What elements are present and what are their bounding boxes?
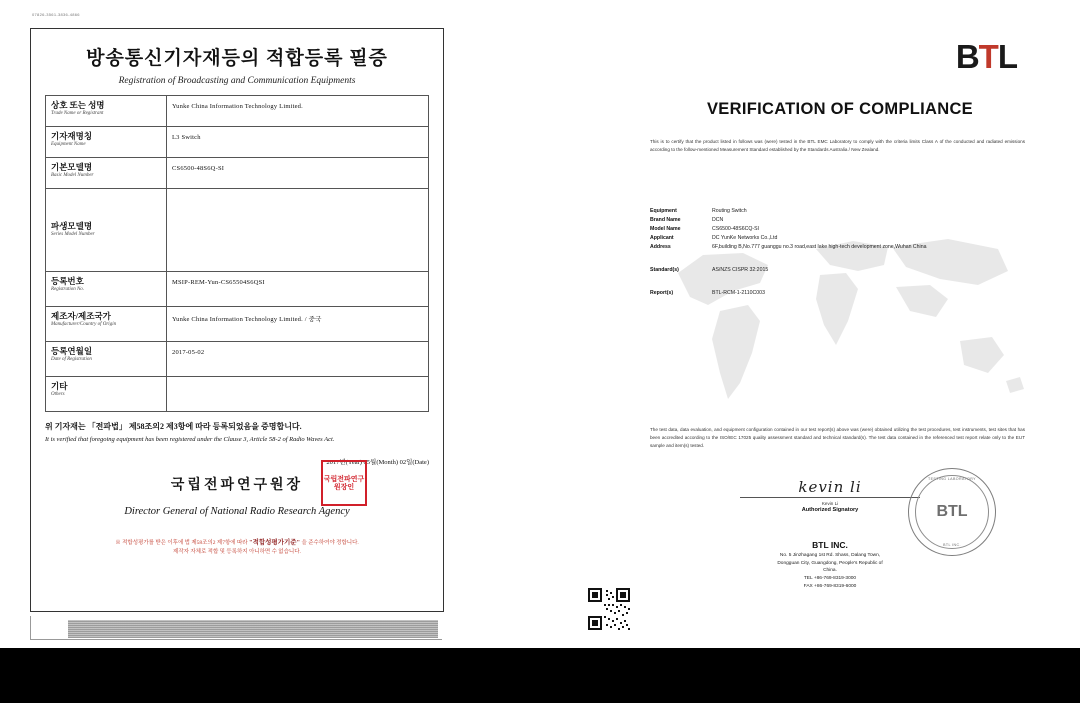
row-value-cell	[167, 189, 429, 272]
certificate-footnote	[67, 537, 407, 558]
value-text: L3 Switch	[172, 134, 201, 141]
footnote-line2: 제작자 자체로 적합 및 등록하지 아니하면 수 없습니다.	[173, 549, 301, 556]
verification-statement	[45, 421, 429, 445]
statement-korean: 위 기자재는 「전파법」 제58조의2 제3항에 따라 등록되었음을 증명합니다.	[45, 422, 302, 431]
footnote-part2: 을 준수하여야 정합니다.	[300, 539, 359, 546]
row-value-cell	[167, 96, 429, 127]
label-korean: 상호 또는 성명	[51, 100, 105, 110]
value-text: MSIP-REM-Yun-CS65504S6QSI	[172, 279, 265, 286]
row-value-cell	[167, 377, 429, 412]
signature-rule	[740, 497, 920, 498]
btl-logo: BTL	[955, 38, 1017, 75]
row-label-cell	[46, 189, 167, 272]
detail-key: Model Name	[650, 226, 681, 233]
korean-certificate	[22, 12, 452, 637]
statement-english: It is verified that foregoing equipment has been registered under the Clause 3, Article 58-2 of Radio Waves Act.	[45, 436, 335, 443]
label-english: Basic Model Number	[51, 173, 94, 179]
row-label-cell	[46, 127, 167, 158]
detail-value: DCN	[712, 217, 724, 224]
detail-key: Applicant	[650, 235, 674, 242]
standards-row	[650, 267, 1030, 274]
agency-signature-row	[45, 474, 429, 494]
row-label-cell	[46, 158, 167, 189]
table-row	[46, 272, 429, 307]
label-korean: 등록번호	[51, 276, 84, 286]
row-value-cell	[167, 272, 429, 307]
table-row	[46, 96, 429, 127]
spacer	[650, 253, 1030, 267]
report-value: BTL-RCM-1-2110C003	[712, 290, 765, 297]
btl-certificate	[590, 28, 1035, 628]
detail-row	[650, 217, 1030, 224]
scanned-artifact-band	[68, 620, 438, 638]
detail-row	[650, 208, 1030, 215]
label-english: Trade Name or Registrant	[51, 111, 104, 117]
equipment-details-block	[650, 208, 1030, 299]
row-label-cell	[46, 307, 167, 342]
address-line: FAX +86-769-8319-6000	[803, 583, 857, 589]
address-line: No. 5 Jinzhagang 1st Rd. Shass, Dalang Town,	[779, 553, 881, 558]
label-english: Date of Registration	[51, 357, 92, 363]
label-korean: 기본모델명	[51, 162, 93, 172]
stamp-center-logo: BTL	[915, 475, 989, 549]
table-row	[46, 189, 429, 272]
document-control-code: 07826-3561-3836-4866	[32, 12, 80, 17]
address-line: Dongguan City, Guangdong, People's Republic of	[777, 560, 883, 566]
label-korean: 파생모델명	[51, 221, 93, 231]
company-info	[710, 540, 950, 590]
label-korean: 등록연월일	[51, 346, 93, 356]
detail-value: DC YunKe Networks Co.,Ltd	[712, 235, 778, 242]
detail-key: Equipment	[650, 208, 677, 214]
table-row	[46, 307, 429, 342]
detail-key: Brand Name	[650, 217, 681, 224]
signatory-name: Kevin Li	[821, 501, 839, 506]
certificate-details-table	[45, 95, 429, 412]
spacer	[650, 276, 1030, 290]
certificate-subtitle-english: Registration of Broadcasting and Communication Equipments	[118, 76, 356, 86]
handwritten-signature: kevin li	[798, 478, 862, 496]
table-row	[46, 127, 429, 158]
company-address	[710, 552, 950, 590]
label-english: Manufacturer/Country of Origin	[51, 322, 117, 328]
detail-key: Address	[650, 244, 671, 251]
address-line: China.	[823, 568, 837, 574]
verification-intro-text: This is to certify that the product listed in follows was (were) tested in the BTL EMC Laboratory to comply with the criteria limits Class A of the conducted and radiated emissions according to the follow-mentioned Measurement Standard established by the Standards Australia / New Zealand.	[650, 139, 1025, 153]
row-value-cell	[167, 127, 429, 158]
label-korean: 제조자/제조국가	[51, 311, 111, 321]
row-label-cell	[46, 96, 167, 127]
signature-block	[730, 478, 930, 513]
value-text: Yunke China Information Technology Limited.	[172, 103, 303, 110]
label-english: Equipment Name	[51, 142, 86, 148]
table-row	[46, 377, 429, 412]
standards-key: Standard(s)	[650, 267, 679, 274]
qr-code	[588, 588, 630, 630]
row-value-cell	[167, 307, 429, 342]
detail-value: 6F,building B,No.777 guanggu no.3 road,east lake high-tech development zone,Wuhan China	[712, 244, 927, 251]
value-text	[172, 193, 423, 196]
detail-value: Routing Switch	[712, 208, 747, 214]
label-english: Registration No.	[51, 287, 85, 293]
label-korean: 기자재명칭	[51, 131, 93, 141]
company-name: BTL INC.	[812, 540, 848, 550]
stamp-top-text: TESTING LABORATORY	[928, 477, 976, 481]
viewer-background-band	[0, 648, 1080, 703]
footnote-bold: "적합성평가기준"	[248, 538, 301, 546]
row-label-cell	[46, 272, 167, 307]
value-text: CS6500-48S6Q-SI	[172, 165, 225, 172]
label-korean: 기타	[51, 381, 68, 391]
label-english: Others	[51, 392, 65, 398]
footnote-part1: ※ 적합성평가를 받은 이후에 법 제58조의2 제7항에 따라	[115, 539, 249, 546]
agency-name-english: Director General of National Radio Research Agency	[124, 505, 350, 517]
row-value-cell	[167, 158, 429, 189]
verification-title: VERIFICATION OF COMPLIANCE	[707, 100, 973, 118]
value-text: Yunke China Information Technology Limited. / 중국	[172, 316, 322, 323]
label-english: Series Model Number	[51, 232, 95, 238]
detail-row	[650, 235, 1030, 242]
official-seal-stamp: 국립전파연구원장인	[321, 460, 367, 506]
table-row	[46, 158, 429, 189]
row-label-cell	[46, 342, 167, 377]
certificate-title-korean: 방송통신기자재등의 적합등록 필증	[86, 48, 388, 69]
btl-logo-accent: T	[978, 38, 998, 75]
row-value-cell	[167, 342, 429, 377]
verification-note-text: The test data, data evaluation, and equipment configuration contained in our test report(s) above was (were) obtained utilizing the test procedures, test instruments, test sites that has been accredited according to the ISO/IEC 17025 quality assessment standard and technical standard(s). The test data contained in the referenced test report relate only to the EUT sample and item(s) tested.	[650, 427, 1025, 449]
report-key: Report(s)	[650, 290, 674, 297]
standards-value: AS/NZS CISPR 32:2015	[712, 267, 769, 274]
issue-date: 2017년(Year) 05월(Month) 02일(Date)	[326, 458, 429, 466]
value-text	[172, 381, 423, 384]
table-row	[46, 342, 429, 377]
signatory-role: Authorized Signatory	[801, 507, 859, 513]
value-text: 2017-05-02	[172, 349, 205, 356]
row-label-cell	[46, 377, 167, 412]
address-line: TEL +86-769-8319-3000	[803, 576, 857, 582]
agency-name-korean: 국립전파연구원장	[170, 477, 304, 493]
certificate-border-box	[30, 28, 444, 612]
report-row	[650, 290, 1030, 297]
detail-value: CS6500-48S6CQ-SI	[712, 226, 759, 233]
detail-row	[650, 226, 1030, 233]
stamp-bottom-text: BTL INC.	[943, 543, 961, 547]
detail-row	[650, 244, 1030, 251]
